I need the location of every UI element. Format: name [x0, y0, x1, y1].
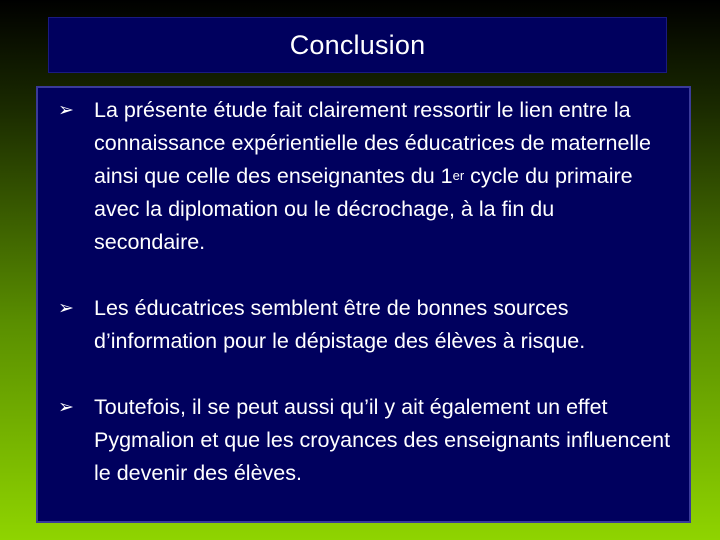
bullet-item [58, 292, 671, 358]
bullet-item [58, 391, 671, 490]
arrowhead-bullet-icon: ➢ [58, 298, 74, 319]
bullet-text: Toutefois, il se peut aussi qu’il y ait également un effet Pygmalion et que les croyances des enseignants influencent le devenir des élèves. [94, 395, 671, 485]
bullet-item [58, 94, 671, 259]
bullet-text-part: La présente étude fait clairement ressortir le lien entre la connaissance expérientielle des éducatrices de maternelle ainsi que celle des enseignantes du 1 [94, 98, 651, 188]
superscript-text: er [452, 168, 465, 183]
content-panel [36, 86, 691, 523]
bullet-text-part: cycle du primaire avec la diplomation ou le décrochage, à la fin du secondaire. [94, 164, 633, 254]
title-banner [48, 17, 667, 73]
arrowhead-bullet-icon: ➢ [58, 100, 74, 121]
arrowhead-bullet-icon: ➢ [58, 397, 74, 418]
slide-title: Conclusion [289, 29, 426, 60]
bullet-text: Les éducatrices semblent être de bonnes sources d’information pour le dépistage des élèves à risque. [94, 296, 586, 353]
